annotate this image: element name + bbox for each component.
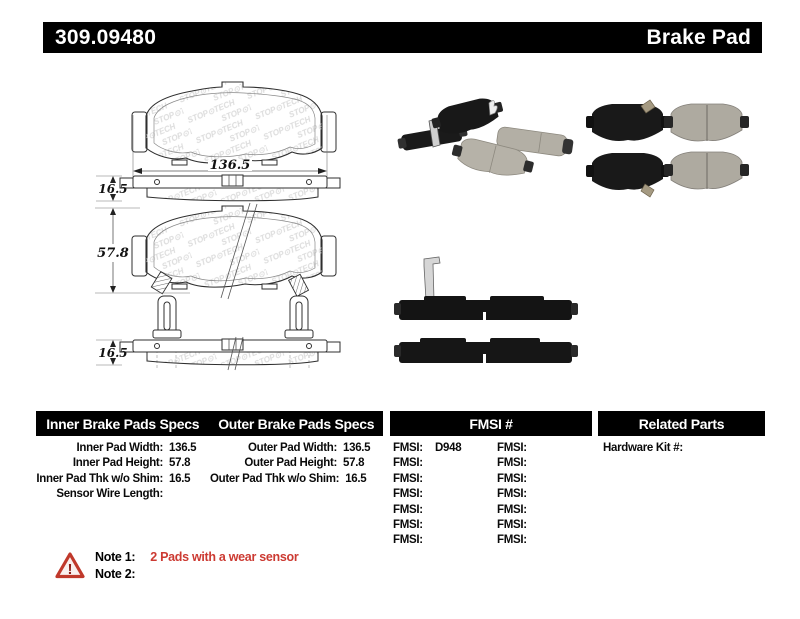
spec-value: 16.5 <box>345 472 367 485</box>
drawing-outer-pad-front-view <box>132 203 336 299</box>
inner-specs-header: Inner Brake Pads Specs <box>46 415 200 432</box>
spec-row <box>36 487 209 502</box>
fmsi-value <box>427 533 435 548</box>
specs-header-bar <box>36 411 383 436</box>
fmsi-row <box>497 441 592 456</box>
spec-label: Outer Pad Height: <box>244 457 337 470</box>
note2-row <box>95 566 298 583</box>
spec-row <box>210 441 383 456</box>
spec-label: Outer Pad Width: <box>247 442 337 454</box>
fmsi-row <box>393 503 493 518</box>
svg-text:!: ! <box>67 561 73 578</box>
spec-label: Inner Pad Thk w/o Shim: <box>36 472 163 485</box>
note2-label: Note 2: <box>95 567 136 581</box>
fmsi-value <box>531 487 539 502</box>
note1-label: Note 1: <box>95 550 136 564</box>
spec-row <box>36 441 209 456</box>
dim-thickness-bottom-label: 16.5 <box>98 346 128 360</box>
fmsi-column-right <box>497 441 592 549</box>
fmsi-value <box>531 441 539 456</box>
fmsi-value: D948 <box>435 442 462 454</box>
fmsi-row <box>497 518 592 533</box>
fmsi-row <box>393 456 493 471</box>
photo-pad-set-grid <box>586 100 749 197</box>
fmsi-label: FMSI: <box>393 534 423 547</box>
fmsi-header-bar <box>390 411 592 436</box>
fmsi-row <box>393 441 493 456</box>
related-parts-header: Related Parts <box>638 415 725 432</box>
dim-thickness-top-label: 16.5 <box>98 182 128 196</box>
spec-value <box>163 487 209 502</box>
fmsi-value <box>531 518 539 533</box>
fmsi-value <box>427 472 435 487</box>
spec-row <box>36 472 209 487</box>
spec-row <box>36 456 209 471</box>
fmsi-value <box>531 456 539 471</box>
spec-value: 136.5 <box>169 442 197 454</box>
photo-pad-set-angled <box>397 94 574 183</box>
note1-text: 2 Pads with a wear sensor <box>150 550 299 564</box>
spec-label: Sensor Wire Length: <box>56 488 163 501</box>
fmsi-value <box>531 533 539 548</box>
fmsi-column-left <box>393 441 493 549</box>
fmsi-row <box>393 472 493 487</box>
fmsi-label: FMSI: <box>393 457 423 470</box>
inner-specs-column <box>36 441 209 503</box>
spec-value: 57.8 <box>169 457 191 470</box>
spec-value: 136.5 <box>343 442 371 454</box>
fmsi-value <box>531 503 539 518</box>
spec-label: Inner Pad Width: <box>76 442 163 454</box>
warning-triangle-icon <box>55 551 85 579</box>
fmsi-label: FMSI: <box>393 488 423 501</box>
part-number: 309.09480 <box>55 25 157 49</box>
fmsi-label: FMSI: <box>393 503 423 516</box>
fmsi-row <box>497 487 592 502</box>
fmsi-row <box>393 487 493 502</box>
fmsi-label: FMSI: <box>497 442 527 454</box>
drawing-outer-pad-edge-view <box>120 337 340 370</box>
fmsi-label: FMSI: <box>393 442 423 454</box>
fmsi-value <box>427 518 435 533</box>
related-part-label: Hardware Kit #: <box>603 442 683 454</box>
dim-width-label: 136.5 <box>209 158 251 173</box>
fmsi-header: FMSI # <box>469 415 513 432</box>
fmsi-label: FMSI: <box>497 457 527 470</box>
spec-label: Inner Pad Height: <box>72 457 163 470</box>
dimension-width <box>133 158 327 174</box>
fmsi-row <box>497 503 592 518</box>
fmsi-label: FMSI: <box>497 503 527 516</box>
outer-specs-column <box>210 441 383 487</box>
fmsi-row <box>393 533 493 548</box>
notes-block <box>95 549 298 583</box>
fmsi-value <box>427 487 435 502</box>
note1-row <box>95 549 298 566</box>
fmsi-row <box>497 472 592 487</box>
fmsi-label: FMSI: <box>497 488 527 501</box>
fmsi-value <box>427 503 435 518</box>
page-title: Brake Pad <box>646 25 751 49</box>
fmsi-label: FMSI: <box>393 518 423 531</box>
spec-value: 57.8 <box>343 457 365 470</box>
fmsi-row <box>393 518 493 533</box>
related-parts-header-bar <box>598 411 765 436</box>
fmsi-value <box>427 456 435 471</box>
spec-row <box>210 456 383 471</box>
photo-pad-pair-edge <box>394 257 578 363</box>
fmsi-label: FMSI: <box>497 472 527 485</box>
dim-height-label: 57.8 <box>97 246 129 261</box>
fmsi-label: FMSI: <box>497 534 527 547</box>
fmsi-label: FMSI: <box>393 472 423 485</box>
spec-row <box>210 472 383 487</box>
fmsi-row <box>497 533 592 548</box>
outer-specs-header: Outer Brake Pads Specs <box>218 415 375 432</box>
fmsi-row <box>497 456 592 471</box>
spec-value: 16.5 <box>169 472 191 485</box>
related-parts-column <box>603 442 683 454</box>
spec-label: Outer Pad Thk w/o Shim: <box>210 472 340 485</box>
fmsi-value <box>531 472 539 487</box>
drawing-inner-pad-edge-view <box>120 175 340 201</box>
fmsi-label: FMSI: <box>497 518 527 531</box>
